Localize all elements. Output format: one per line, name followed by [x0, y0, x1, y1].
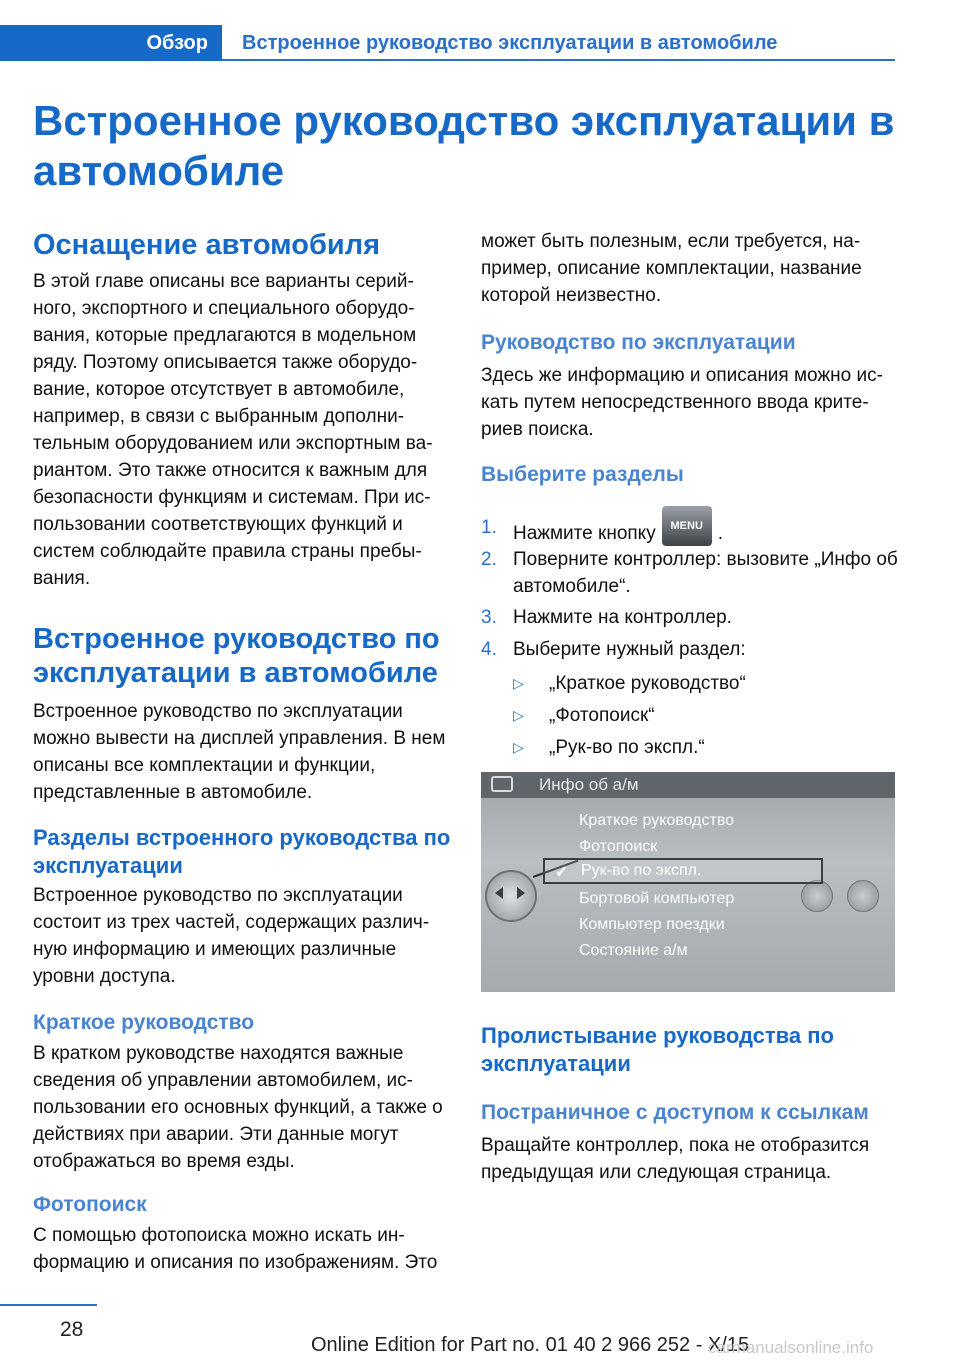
section-text: В этой главе описаны все варианты серий-ного, экспортного и специального оборудо-вания, которые предлагаются в модельном ряду. Поэтому описывается также оборудо-вание, которое отсутствует в автомобиле, например, в связи с выбранным дополни-тельным оборудованием или экспортным ва-риантом. Это также относится к важным для безопасности функциям и системам. При ис-пользовании соответствующих функций и систем соблюдайте правила страны пребы-вания. — [33, 271, 433, 589]
sub-item-text: „Краткое руководство“ — [549, 673, 746, 694]
continued-text-block — [481, 228, 901, 309]
screen-title-bar — [481, 772, 895, 798]
side-menu-icon — [847, 880, 879, 912]
section-text: В кратком руководстве находятся важные сведения об управлении автомобилем, ис-пользовании его основных функций, а также о действиях при аварии. Эти данные могут отображаться во время езды. — [33, 1043, 443, 1172]
section-heading: Разделы встроенного руководства по эксплуатации — [33, 825, 451, 878]
triangle-bullet-icon: ▷ — [513, 739, 524, 755]
section-select-sections — [481, 462, 901, 488]
idrive-screen-image — [481, 772, 895, 992]
edition-text: Online Edition for Part no. 01 40 2 966 252 - X/15 — [311, 1334, 750, 1356]
page-number: 28 — [60, 1318, 84, 1341]
section-heading: Краткое руководство — [33, 1011, 255, 1034]
section-manual-parts — [33, 824, 453, 990]
screen-menu-item: Краткое руководство — [579, 812, 735, 829]
screen-title: Инфо об а/м — [539, 775, 639, 794]
step-number: 2. — [481, 549, 497, 570]
section-heading: Выберите разделы — [481, 463, 684, 486]
section-photo-search — [33, 1192, 453, 1276]
section-paging-links — [481, 1100, 901, 1186]
section-heading: Постраничное с доступом к ссылкам — [481, 1101, 869, 1124]
page-title: Встроенное руководство эксплуатации в автомобиле — [33, 97, 895, 194]
triangle-bullet-icon: ▷ — [513, 707, 524, 723]
screen-menu-item: Фотопоиск — [579, 838, 658, 855]
header-title: Встроенное руководство эксплуатации в автомобиле — [242, 32, 778, 54]
section-text: С помощью фотопоиска можно искать ин-формацию и описания по изображениям. Это — [33, 1225, 438, 1273]
screen-menu-item: Состояние а/м — [579, 942, 688, 959]
section-scroll-manual — [481, 1022, 901, 1078]
step-text-after: . — [717, 523, 723, 545]
section-heading: Фотопоиск — [33, 1193, 147, 1216]
section-owners-manual — [481, 330, 901, 443]
screen-menu-item-label: Рук-во по экспл. — [581, 862, 702, 879]
screen-menu-item: Бортовой компьютер — [579, 890, 735, 907]
arrow-right-icon — [517, 887, 525, 899]
triangle-bullet-icon: ▷ — [513, 675, 524, 691]
footer-divider — [0, 1304, 97, 1306]
screen-menu-item-selected — [543, 858, 823, 884]
screen-menu-item: Компьютер поездки — [579, 916, 725, 933]
section-equipment — [33, 228, 453, 592]
menu-button-icon: MENU — [662, 506, 712, 546]
section-integrated-manual — [33, 622, 453, 806]
section-text: Здесь же информацию и описания можно ис-кать путем непосредственного ввода крите-риев поиска. — [481, 365, 883, 440]
continued-text: может быть полезным, если требуется, на-пример, описание комплектации, название которой неизвестно. — [481, 231, 862, 306]
section-quick-guide — [33, 1010, 453, 1175]
arrow-left-icon — [495, 887, 503, 899]
check-icon: ✓ — [555, 864, 569, 881]
step-number: 4. — [481, 639, 497, 660]
step-text: Поверните контроллер: вызовите „Инфо об автомобиле“. — [513, 549, 898, 597]
section-text: Встроенное руководство по эксплуатации состоит из трех частей, содержащих различ-ную информацию и имеющих различные уровни доступа. — [33, 885, 430, 987]
page-header — [0, 25, 895, 61]
section-text: Встроенное руководство по эксплуатации можно вывести на дисплей управления. В нем описаны все комплектации и функции, представленные в автомобиле. — [33, 701, 446, 803]
step-text: Нажмите на контроллер. — [513, 607, 732, 628]
step-text-before: Нажмите кнопку — [513, 523, 656, 545]
section-heading: Руководство по эксплуатации — [481, 331, 796, 354]
step-number: 3. — [481, 607, 497, 628]
section-text: Вращайте контроллер, пока не отобразится предыдущая или следующая страница. — [481, 1135, 870, 1183]
section-heading: Оснащение автомобиля — [33, 229, 381, 261]
section-heading: Пролистывание руководства по эксплуатации — [481, 1023, 834, 1076]
header-tab: Обзор — [0, 25, 222, 61]
section-heading: Встроенное руководство по эксплуатации в автомобиле — [33, 623, 440, 689]
car-info-icon — [491, 776, 513, 792]
watermark: carmanualsonline.info — [708, 1338, 874, 1357]
sub-item-text: „Фотопоиск“ — [549, 705, 655, 726]
sub-item-text: „Рук-во по экспл.“ — [549, 737, 705, 758]
header-divider — [222, 59, 895, 61]
step-text: Выберите нужный раздел: — [513, 639, 746, 660]
controller-knob-icon — [485, 870, 537, 922]
step-number: 1. — [481, 517, 497, 538]
